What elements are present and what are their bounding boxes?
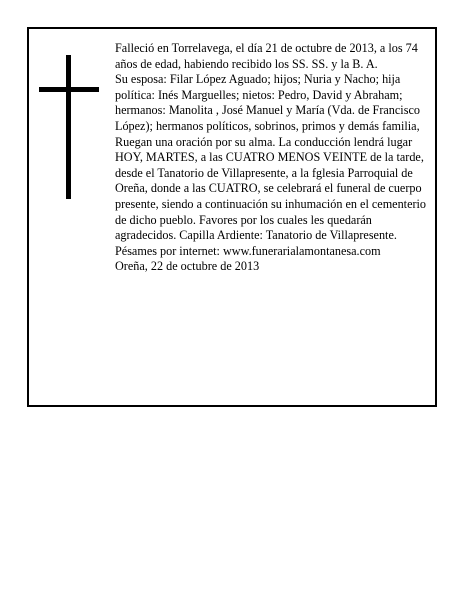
- death-announcement-paragraph: Falleció en Torrelavega, el día 21 de octubre de 2013, a los 74 años de edad, habiendo recibido los SS. SS. y la B. A.: [115, 41, 418, 71]
- latin-cross-icon: [39, 55, 99, 199]
- condolences-paragraph: Pésames por internet: www.funerarialamontanesa.com: [115, 243, 381, 258]
- cross-vertical-bar: [66, 55, 71, 199]
- family-paragraph: Su esposa: Filar López Aguado; hijos; Nuria y Nacho; hija política: Inés Marguelles; nietos: Pedro, David y Abraham; hermanos: Manolita , José Manuel y María (Vda. de Francisco López); hermanos políticos, sobrinos, primos y demás familia,: [115, 72, 420, 133]
- obituary-notice-box: [27, 27, 437, 407]
- cross-horizontal-bar: [39, 87, 99, 92]
- place-date-paragraph: Oreña, 22 de octubre de 2013: [115, 259, 260, 274]
- obituary-text: [115, 41, 431, 275]
- funeral-details-paragraph: Ruegan una oración por su alma. La conducción lendrá lugar HOY, MARTES, a las CUATRO MENOS VEINTE de la tarde, desde el Tanatorio de Villapresente, a la fglesia Parroquial de Oreña, donde a las CUATRO, se celebrará el funeral de cuerpo presente, siendo a continuación su inhumación en el cementerio de dicho pueblo. Favores por los cuales les quedarán agradecidos. Capilla Ardiente: Tanatorio de Villapresente.: [115, 134, 427, 243]
